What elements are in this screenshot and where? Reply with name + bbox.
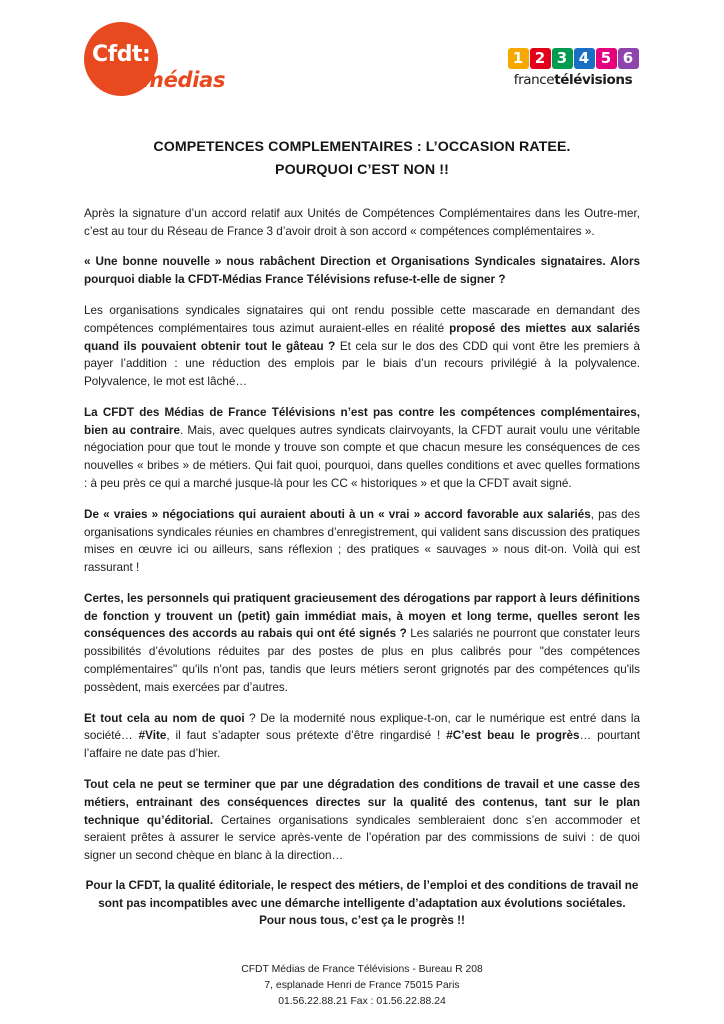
ftv-digit-1: 1: [508, 48, 529, 69]
document-body: [84, 205, 640, 930]
paragraph-mascarade: [84, 302, 640, 391]
paragraph-modernite-part-2: , il faut s’adapter sous prétexte d’être ringardisé !: [166, 729, 447, 743]
paragraph-derogations-emphasis: Certes, les personnels qui pratiquent gracieusement des dérogations par rapport à leurs définitions de fonction y trouvent un (petit) gain immédiat mais, à moyen et long terme, quelles seront les conséquences des accords au rabais qui ont été signés ?: [84, 591, 640, 641]
paragraph-derogations-text: Les salariés ne pourront que constater leurs possibilités d’évolutions réduites par des postes de plus en plus calibrés pour "des compétences complémentaires" qu'ils n'ont pas, tandis que leurs métiers seront grignotés par des compétences qu'ils possèdent, mais exercées par d’autres.: [84, 627, 640, 694]
paragraph-degradation-text: Certaines organisations syndicales sembleraient donc s’en accommoder et seraient prêtes à assurer le service après-vente de l’opération par des commissions de suivi : de quoi signer un second chèque en blanc à la direction…: [84, 813, 640, 863]
paragraph-degradation-emphasis: Tout cela ne peut se terminer que par une dégradation des conditions de travail et une casse des métiers, entrainant des conséquences directes sur la qualité des contenus, tant sur le plan technique qu’éditorial.: [84, 777, 640, 827]
document-header: [0, 0, 724, 118]
cfdt-medias-logo: [84, 22, 234, 100]
ftv-digit-6: 6: [618, 48, 639, 69]
paragraph-question: [84, 253, 640, 289]
ftv-digit-5: 5: [596, 48, 617, 69]
ftv-digit-2: 2: [530, 48, 551, 69]
paragraph-position-cfdt: [84, 404, 640, 493]
paragraph-question-text: « Une bonne nouvelle » nous rabâchent Direction et Organisations Syndicales signataires. Alors pourquoi diable la CFDT-Médias France Télévisions refuse-t-elle de signer ?: [84, 255, 640, 287]
paragraph-intro: [84, 205, 640, 241]
france-televisions-logo: [500, 48, 646, 88]
footer-office: CFDT Médias de France Télévisions - Bureau R 208: [241, 963, 483, 975]
paragraph-negociations-emphasis: De « vraies » négociations qui auraient abouti à un « vrai » accord favorable aux salariés: [84, 507, 591, 521]
paragraph-degradation: [84, 776, 640, 865]
hashtag-vite: #Vite: [138, 729, 167, 743]
conclusion-line-1: Pour la CFDT, la qualité éditoriale, le respect des métiers, de l’emploi et des conditions de travail: [85, 878, 622, 892]
paragraph-vraies-negociations: [84, 506, 640, 577]
paragraph-modernite: [84, 710, 640, 763]
cfdt-logo-subtitle: médias: [142, 68, 226, 92]
paragraph-intro-text: Après la signature d’un accord relatif aux Unités de Compétences Complémentaires dans les Outre-mer, c’est au tour du Réseau de France 3 d’avoir droit à son accord « compétences complémentaires ».: [84, 206, 640, 238]
ftv-digit-4: 4: [574, 48, 595, 69]
ftv-wordmark-televisions: télévisions: [554, 72, 633, 88]
page-title: [84, 136, 640, 183]
paragraph-modernite-part-1: ? De la modernité nous explique-t-on, car le numérique est entré dans la société…: [84, 711, 640, 743]
paragraph-conclusion: [84, 877, 640, 930]
ftv-wordmark: [500, 72, 646, 88]
hashtag-cest-beau-le-progres: #C’est beau le progrès: [446, 729, 580, 743]
document-footer: [0, 962, 724, 1010]
paragraph-modernite-lead: Et tout cela au nom de quoi: [84, 711, 245, 725]
ftv-digit-3: 3: [552, 48, 573, 69]
paragraph-position-text: . Mais, avec quelques autres syndicats clairvoyants, la CFDT aurait voulu une véritable négociation pour que tout le monde y trouve son compte et que chacun mesure les conséquences de ces nouvelles « bribes » de métiers. Qui fait quoi, pourquoi, dans quelles conditions et avec quelles formations : à peu près ce qui a marché jusque-là pour les CC « historiques » et que la CFDT avait signé.: [84, 423, 640, 490]
page-title-line-2: POURQUOI C’EST NON !!: [275, 162, 449, 179]
footer-phone: 01.56.22.88.21 Fax : 01.56.22.88.24: [278, 995, 446, 1007]
conclusion-line-2: ne sont pas incompatibles avec une démarche intelligente d’adaptation aux évolutions sociétales.: [98, 878, 639, 910]
footer-address: 7, esplanade Henri de France 75015 Paris: [264, 979, 460, 991]
paragraph-position-emphasis: La CFDT des Médias de France Télévisions n’est pas contre les compétences complémentaires, bien au contraire: [84, 405, 640, 437]
paragraph-mascarade-emphasis: proposé des miettes aux salariés quand ils pouvaient obtenir tout le gâteau ?: [84, 321, 641, 353]
paragraph-negociations-text: , pas des organisations syndicales réunies en chambres d’enregistrement, qui valident sans discussion des pratiques mises en œuvre ici ou ailleurs, sans réflexion ; des pratiques « sauvages » nous dit-on. Voilà qui est rassurant !: [84, 507, 640, 575]
conclusion-line-3: Pour nous tous, c’est ça le progrès !!: [259, 914, 465, 928]
ftv-wordmark-france: france: [513, 72, 555, 88]
paragraph-mascarade-part-1: Les organisations syndicales signataires qui ont rendu possible cette mascarade en demandant des compétences complémentaires tous azimut auraient-elles en réalité: [84, 303, 640, 335]
paragraph-derogations: [84, 590, 640, 697]
paragraph-mascarade-part-2: Et cela sur le dos des CDD qui vont être les premiers à payer l’addition : une réduction des emplois par le biais d’un recours privilégié à la polyvalence. Polyvalence, le mot est lâché…: [84, 339, 641, 389]
paragraph-modernite-part-3: … pourtant l’affaire ne date pas d’hier.: [84, 729, 640, 761]
cfdt-logo-wordmark: Cfdt:: [92, 42, 151, 67]
page-title-line-1: COMPETENCES COMPLEMENTAIRES : L’OCCASION RATEE.: [153, 139, 571, 155]
ftv-digit-blocks: [500, 48, 646, 69]
